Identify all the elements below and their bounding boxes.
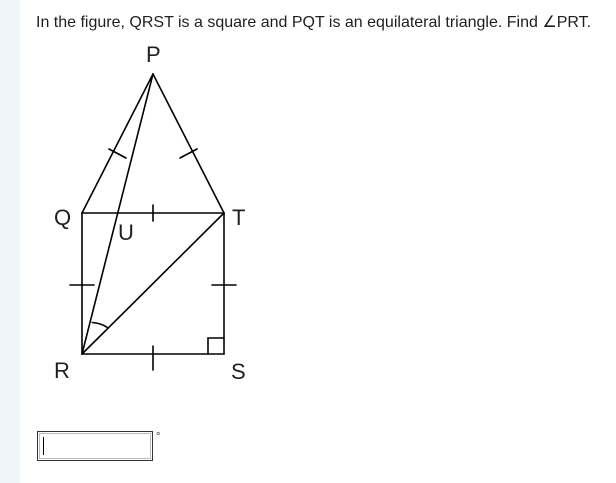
segment-PR: [82, 74, 153, 354]
answer-input[interactable]: [37, 431, 153, 461]
label-P: P: [146, 42, 161, 67]
diagonal-RT: [82, 213, 224, 354]
label-U: U: [118, 220, 134, 245]
label-S: S: [231, 359, 246, 384]
degree-unit: °: [156, 431, 161, 443]
label-R: R: [54, 358, 70, 383]
question-text: In the figure, QRST is a square and PQT is an equilateral triangle. Find ∠PRT.: [36, 14, 592, 31]
right-angle-marker-S: [208, 338, 224, 354]
label-Q: Q: [54, 205, 72, 230]
label-T: T: [232, 205, 246, 230]
text-caret: [43, 437, 44, 455]
side-PQ: [82, 74, 153, 213]
angle-arc-PRT: [92, 323, 107, 328]
side-PT: [153, 74, 224, 213]
